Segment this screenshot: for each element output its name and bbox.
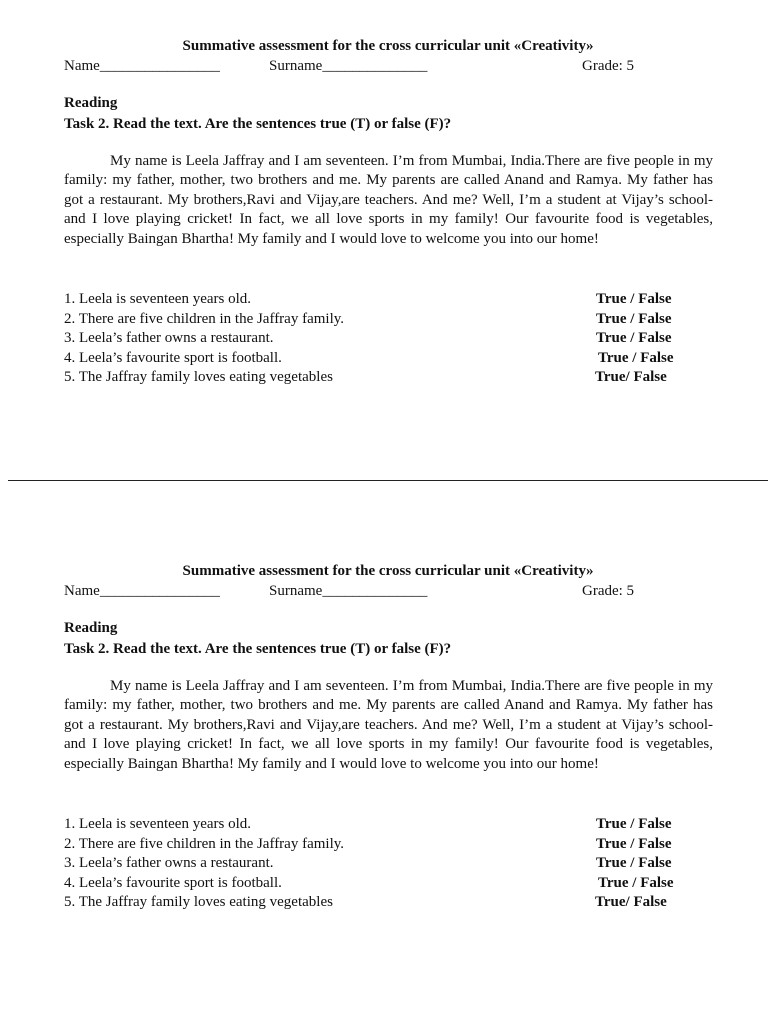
question-text: 1. Leela is seventeen years old.	[64, 816, 252, 832]
true-false-choice[interactable]: True / False	[596, 291, 672, 307]
question-text: 4. Leela’s favourite sport is football.	[64, 874, 282, 891]
question-item	[64, 893, 704, 913]
surname-field[interactable]: Surname______________	[269, 58, 428, 74]
question-text: 3. Leela’s father owns a restaurant.	[64, 330, 274, 346]
true-false-choice[interactable]: True / False	[596, 330, 672, 346]
question-text: 3. Leela’s father owns a restaurant.	[64, 855, 274, 871]
true-false-choice[interactable]: True / False	[596, 835, 672, 852]
true-false-choice[interactable]: True / False	[598, 349, 674, 366]
task-instruction: Task 2. Read the text. Are the sentences true (T) or false (F)?	[64, 116, 452, 132]
student-info-row	[64, 582, 684, 602]
grade-label: Grade: 5	[582, 58, 635, 74]
task-instruction: Task 2. Read the text. Are the sentences true (T) or false (F)?	[64, 641, 452, 657]
section-heading: Reading	[64, 95, 118, 111]
question-item	[64, 290, 704, 310]
question-item	[64, 815, 704, 835]
name-field[interactable]: Name________________	[64, 58, 220, 74]
question-text: 2. There are five children in the Jaffray family.	[64, 835, 345, 852]
worksheet-copy-2	[0, 525, 768, 995]
true-false-choice[interactable]: True/ False	[595, 894, 667, 910]
worksheet-title: Summative assessment for the cross curricular unit «Creativity»	[182, 563, 594, 579]
true-false-choice[interactable]: True / False	[596, 816, 672, 832]
cut-line-divider	[8, 480, 768, 481]
true-false-choice[interactable]: True / False	[596, 855, 672, 871]
true-false-choice[interactable]: True / False	[596, 310, 672, 327]
worksheet-title: Summative assessment for the cross curricular unit «Creativity»	[182, 38, 594, 54]
true-false-choice[interactable]: True / False	[598, 874, 674, 891]
worksheet-copy-1	[0, 0, 768, 470]
question-item	[64, 368, 704, 388]
reading-passage: My name is Leela Jaffray and I am seventeen. I’m from Mumbai, India.There are five people in my family: my father, mother, two brothers and me. My parents are called Anand and Ramya. My father has got a restaurant. My brothers,Ravi and Vijay,are teachers. And me? Well, I’m a student at Vijay’s school-and I love playing cricket! In fact, we all love sports in my family! Our favourite food is vegetables, especially Baingan Bhartha! My family and I would love to welcome you into our home!	[64, 678, 713, 772]
section-heading: Reading	[64, 620, 118, 636]
student-info-row	[64, 57, 684, 77]
question-item	[64, 835, 704, 855]
question-text: 5. The Jaffray family loves eating vegetables	[64, 894, 333, 910]
question-item	[64, 329, 704, 349]
true-false-choice[interactable]: True/ False	[595, 369, 667, 385]
question-text: 1. Leela is seventeen years old.	[64, 291, 252, 307]
name-field[interactable]: Name________________	[64, 583, 220, 599]
question-item	[64, 310, 704, 330]
question-text: 4. Leela’s favourite sport is football.	[64, 349, 282, 366]
question-item	[64, 349, 704, 369]
question-item	[64, 854, 704, 874]
question-list	[64, 815, 704, 913]
surname-field[interactable]: Surname______________	[269, 583, 428, 599]
question-list	[64, 290, 704, 388]
question-text: 5. The Jaffray family loves eating vegetables	[64, 369, 333, 385]
grade-label: Grade: 5	[582, 583, 635, 599]
question-text: 2. There are five children in the Jaffray family.	[64, 310, 345, 327]
reading-passage: My name is Leela Jaffray and I am seventeen. I’m from Mumbai, India.There are five people in my family: my father, mother, two brothers and me. My parents are called Anand and Ramya. My father has got a restaurant. My brothers,Ravi and Vijay,are teachers. And me? Well, I’m a student at Vijay’s school-and I love playing cricket! In fact, we all love sports in my family! Our favourite food is vegetables, especially Baingan Bhartha! My family and I would love to welcome you into our home!	[64, 153, 713, 247]
question-item	[64, 874, 704, 894]
